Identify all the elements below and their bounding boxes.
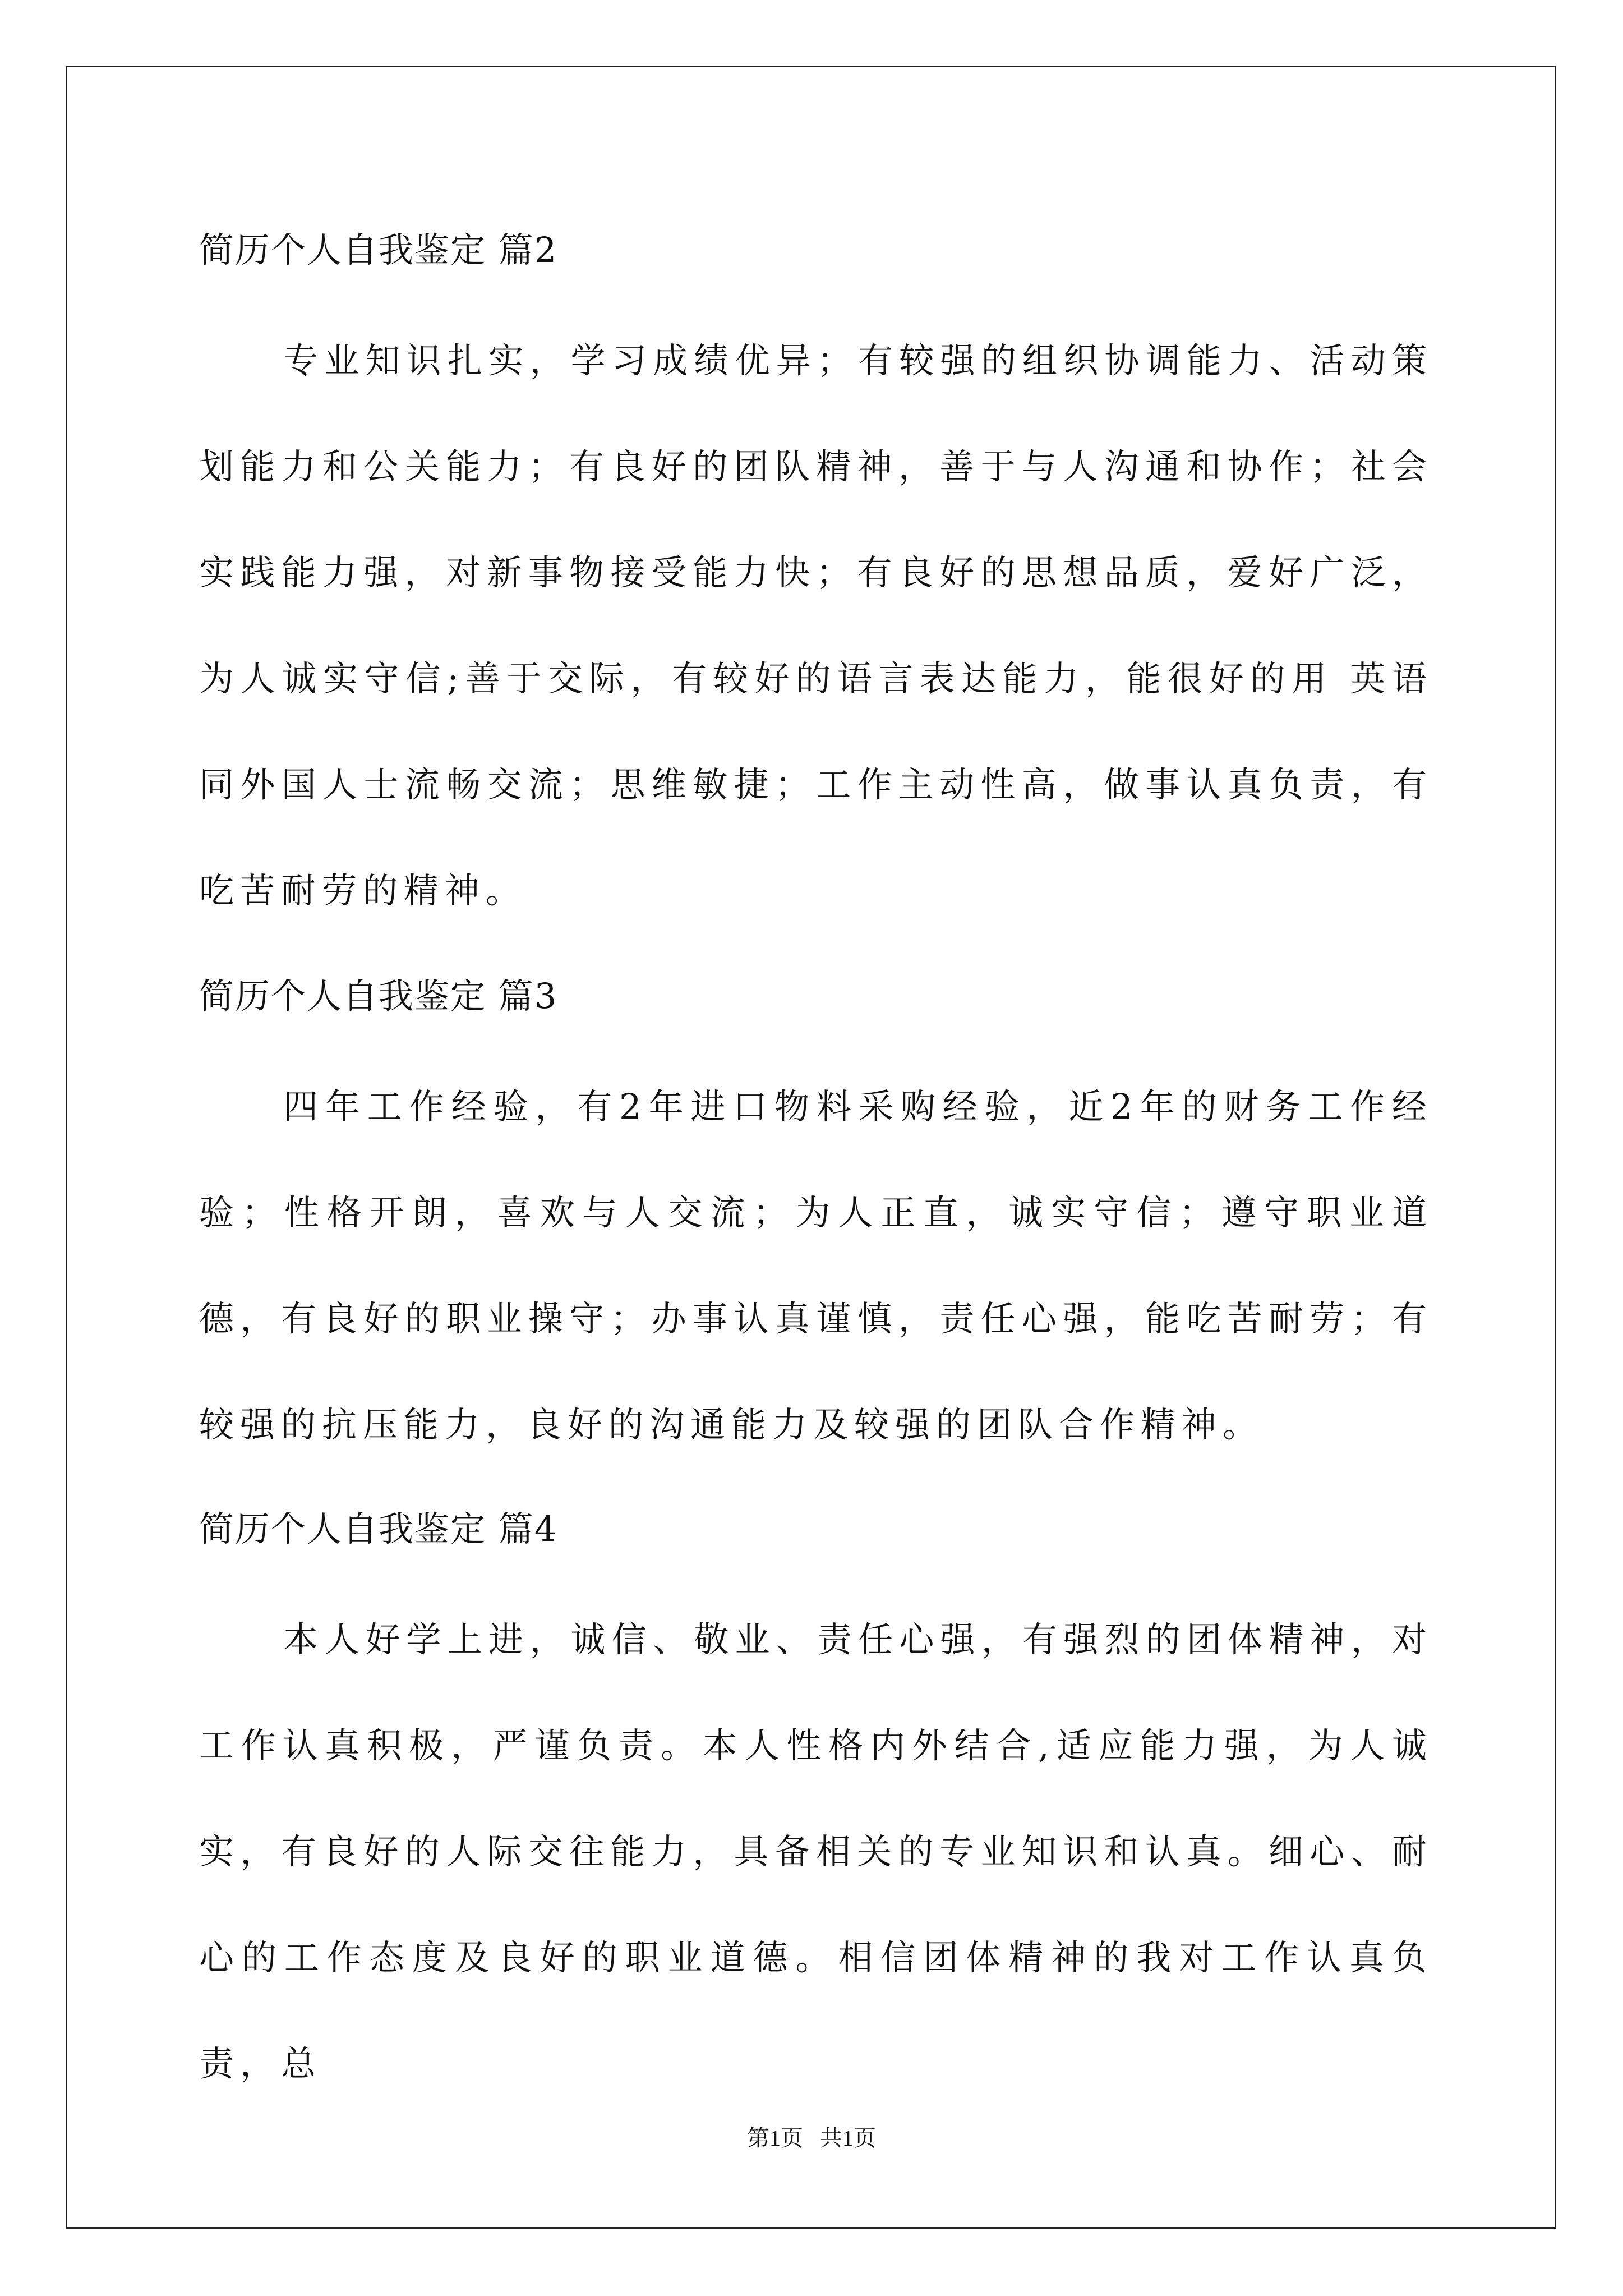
section-heading-3: 简历个人自我鉴定 篇3 bbox=[199, 976, 558, 1016]
section-heading-4: 简历个人自我鉴定 篇4 bbox=[199, 1508, 558, 1549]
section-heading-2: 简历个人自我鉴定 篇2 bbox=[199, 229, 558, 270]
section-body-3: 四年工作经验，有2年进口物料采购经验，近2年的财务工作经验；性格开朗，喜欢与人交流；为人正直，诚实守信；遵守职业道德，有良好的职业操守；办事认真谨慎，责任心强，能吃苦耐劳；有较强的抗压能力，良好的沟通能力及较强的团队合作精神。 bbox=[199, 1086, 1433, 1445]
section-body-4: 本人好学上进，诚信、敬业、责任心强，有强烈的团体精神，对工作认真积极，严谨负责。本人性格内外结合,适应能力强，为人诚实，有良好的人际交往能力，具备相关的专业知识和认真。细心、耐心的工作态度及良好的职业道德。相信团体精神的我对工作认真负责，总 bbox=[199, 1619, 1433, 2084]
page-footer: 第1页 共1页 bbox=[747, 2125, 876, 2151]
section-body-2: 专业知识扎实，学习成绩优异；有较强的组织协调能力、活动策划能力和公关能力；有良好的团队精神，善于与人沟通和协作；社会实践能力强，对新事物接受能力快；有良好的思想品质，爱好广泛，为人诚实守信;善于交际，有较好的语言表达能力，能很好的用 英语同外国人士流畅交流；思维敏捷；工作主动性高，做事认真负责，有吃苦耐劳的精神。 bbox=[199, 340, 1433, 911]
